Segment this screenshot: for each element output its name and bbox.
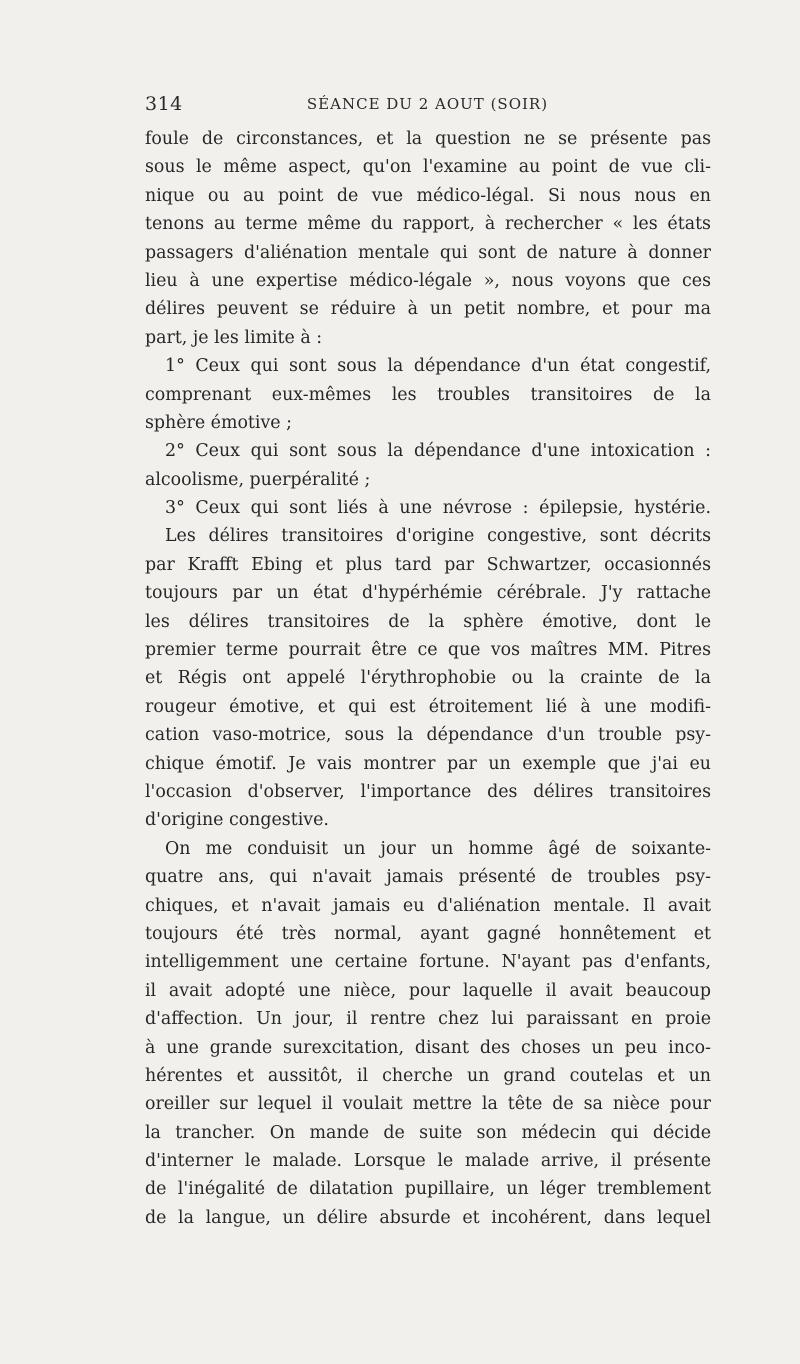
text-line: tenons au terme même du rapport, à rechercher « les états: [145, 214, 711, 235]
text-line: lieu à une expertise médico-légale », nous voyons que ces: [145, 270, 711, 291]
text-line: d'origine congestive.: [145, 810, 329, 831]
text-line: chiques, et n'avait jamais eu d'aliénation mentale. Il avait: [145, 895, 711, 916]
text-line: Les délires transitoires d'origine congestive, sont décrits: [165, 526, 711, 547]
text-line: toujours été très normal, ayant gagné honnêtement et: [145, 923, 711, 944]
text-line: et Régis ont appelé l'érythrophobie ou la crainte de la: [145, 668, 711, 689]
text-line: par Krafft Ebing et plus tard par Schwartzer, occasionnés: [145, 554, 711, 575]
text-line: la trancher. On mande de suite son médecin qui décide: [145, 1122, 711, 1143]
text-line: hérentes et aussitôt, il cherche un grand coutelas et un: [145, 1065, 711, 1086]
text-line: premier terme pourrait être ce que vos maîtres MM. Pitres: [145, 640, 711, 661]
running-title: SÉANCE DU 2 AOUT (SOIR): [306, 95, 549, 113]
text-line: l'occasion d'observer, l'importance des délires transitoires: [145, 781, 711, 802]
text-line: intelligemment une certaine fortune. N'ayant pas d'enfants,: [145, 952, 711, 973]
text-line: part, je les limite à :: [145, 327, 323, 348]
text-line: On me conduisit un jour un homme âgé de soixante-: [165, 838, 711, 859]
text-line: 2° Ceux qui sont sous la dépendance d'une intoxication :: [165, 441, 711, 462]
text-line: comprenant eux-mêmes les troubles transitoires de la: [145, 384, 711, 405]
text-line: de l'inégalité de dilatation pupillaire, un léger tremblement: [145, 1179, 711, 1200]
text-line: sous le même aspect, qu'on l'examine au point de vue cli-: [145, 157, 711, 178]
text-line: d'affection. Un jour, il rentre chez lui paraissant en proie: [145, 1009, 711, 1030]
text-line: les délires transitoires de la sphère émotive, dont le: [145, 611, 711, 632]
text-line: rougeur émotive, et qui est étroitement lié à une modifi-: [145, 696, 711, 717]
text-line: alcoolisme, puerpéralité ;: [145, 469, 371, 490]
text-line: 1° Ceux qui sont sous la dépendance d'un état congestif,: [165, 356, 711, 377]
text-line: d'interner le malade. Lorsque le malade arrive, il présente: [145, 1151, 711, 1172]
text-line: oreiller sur lequel il voulait mettre la tête de sa nièce pour: [145, 1094, 711, 1115]
text-line: foule de circonstances, et la question ne se présente pas: [145, 129, 711, 149]
text-line: toujours par un état d'hypérhémie cérébrale. J'y rattache: [145, 583, 711, 604]
page-header: [145, 93, 710, 123]
text-line: il avait adopté une nièce, pour laquelle il avait beaucoup: [145, 980, 711, 1001]
text-line: cation vaso-motrice, sous la dépendance d'un trouble psy-: [145, 725, 711, 746]
body-text: [145, 125, 711, 1232]
text-line: sphère émotive ;: [145, 412, 292, 433]
text-line: passagers d'aliénation mentale qui sont de nature à donner: [145, 242, 711, 263]
text-line: quatre ans, qui n'avait jamais présenté de troubles psy-: [145, 867, 711, 888]
text-line: nique ou au point de vue médico-légal. Si nous nous en: [145, 185, 711, 206]
text-line: délires peuvent se réduire à un petit nombre, et pour ma: [145, 299, 711, 320]
text-line: de la langue, un délire absurde et incohérent, dans lequel: [145, 1207, 711, 1228]
page-number: 314: [145, 93, 183, 115]
text-line: à une grande surexcitation, disant des choses un peu inco-: [145, 1037, 711, 1058]
text-line: 3° Ceux qui sont liés à une névrose : épilepsie, hystérie.: [165, 498, 711, 519]
text-line: chique émotif. Je vais montrer par un exemple que j'ai eu: [145, 753, 711, 774]
